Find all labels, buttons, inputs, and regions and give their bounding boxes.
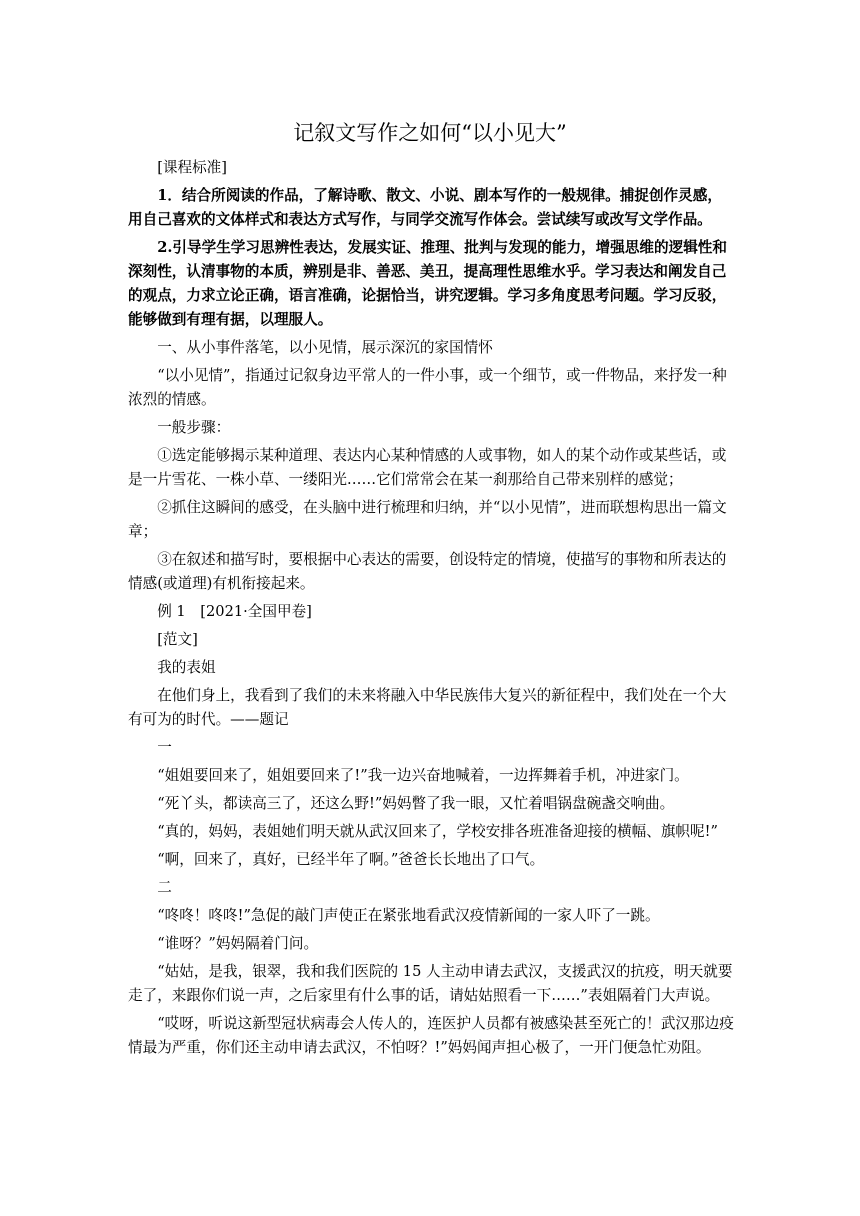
essay-paragraph: “姐姐要回来了，姐姐要回来了!”我一边兴奋地喊着，一边挥舞着手机，冲进家门。 [157,767,689,784]
steps-heading: 一般步骤： [157,419,231,436]
essay-paragraph: “啊，回来了，真好，已经半年了啊。”爸爸长长地出了口气。 [157,851,545,868]
document-body [128,156,734,1064]
document-title: 记叙文写作之如何“以小见大” [293,121,567,145]
step-1: ①选定能够揭示某种道理、表达内心某种情感的人或事物，如人的某个动作或某些话，或是一片雪花、一株小草、一缕阳光……它们常常会在某一刹那给自己带来别样的感觉； [128,447,727,488]
paragraph-definition: “以小见情”，指通过记叙身边平常人的一件小事，或一个细节，或一件物品，来抒发一种浓烈的情感。 [128,367,727,408]
essay-paragraph: “谁呀？”妈妈隔着门问。 [157,935,319,952]
step-3: ③在叙述和描写时，要根据中心表达的需要，创设特定的情境，使描写的事物和所表达的情感(或道理)有机衔接起来。 [128,551,727,592]
model-essay-label: [范文] [157,631,198,648]
standard-item-1: 1．结合所阅读的作品，了解诗歌、散文、小说、剧本写作的一般规律。捕捉创作灵感，用自己喜欢的文体样式和表达方式写作，与同学交流写作体会。尝试续写或改写文学作品。 [128,187,722,228]
example-label: 例 1 [2021·全国甲卷] [157,603,312,620]
essay-epigraph: 在他们身上，我看到了我们的未来将融入中华民族伟大复兴的新征程中，我们处在一个大有可为的时代。——题记 [128,687,727,728]
essay-title: 我的表姐 [157,659,216,676]
essay-paragraph: “死丫头，都读高三了，还这么野!”妈妈瞥了我一眼，又忙着唱锅盘碗盏交响曲。 [157,795,675,812]
essay-paragraph: “咚咚！咚咚!”急促的敲门声使正在紧张地看武汉疫情新闻的一家人吓了一跳。 [157,907,660,924]
standard-item-2: 2.引导学生学习思辨性表达，发展实证、推理、批判与发现的能力，增强思维的逻辑性和深刻性，认清事物的本质，辨别是非、善恶、美丑，提高理性思维水乎。学习表达和阐发自己的观点，力求立论正确，语言准确，论据恰当，讲究逻辑。学习多角度思考问题。学习反驳，能够做到有理有据，以理服人。 [128,239,727,328]
essay-part-2-marker: 二 [157,879,172,896]
section-heading-1: 一、从小事件落笔，以小见情，展示深沉的家国情怀 [157,339,493,356]
essay-paragraph: “姑姑，是我，银翠，我和我们医院的 15 人主动申请去武汉，支援武汉的抗疫，明天就要走了，来跟你们说一声，之后家里有什么事的话，请姑姑照看一下……”表姐隔着门大声说。 [128,963,733,1004]
essay-paragraph: “哎呀，听说这新型冠状病毒会人传人的，连医护人员都有被感染甚至死亡的！武汉那边疫情最为严重，你们还主动申请去武汉，不怕呀？!”妈妈闻声担心极了，一开门便急忙劝阻。 [128,1015,734,1056]
essay-paragraph: “真的，妈妈，表姐她们明天就从武汉回来了，学校安排各班准备迎接的横幅、旗帜呢!” [157,823,718,840]
step-2: ②抓住这瞬间的感受，在头脑中进行梳理和归纳，并“以小见情”，进而联想构思出一篇文章； [128,499,727,540]
essay-part-1-marker: 一 [157,739,172,756]
section-label-course-standard: [课程标准] [157,159,227,176]
